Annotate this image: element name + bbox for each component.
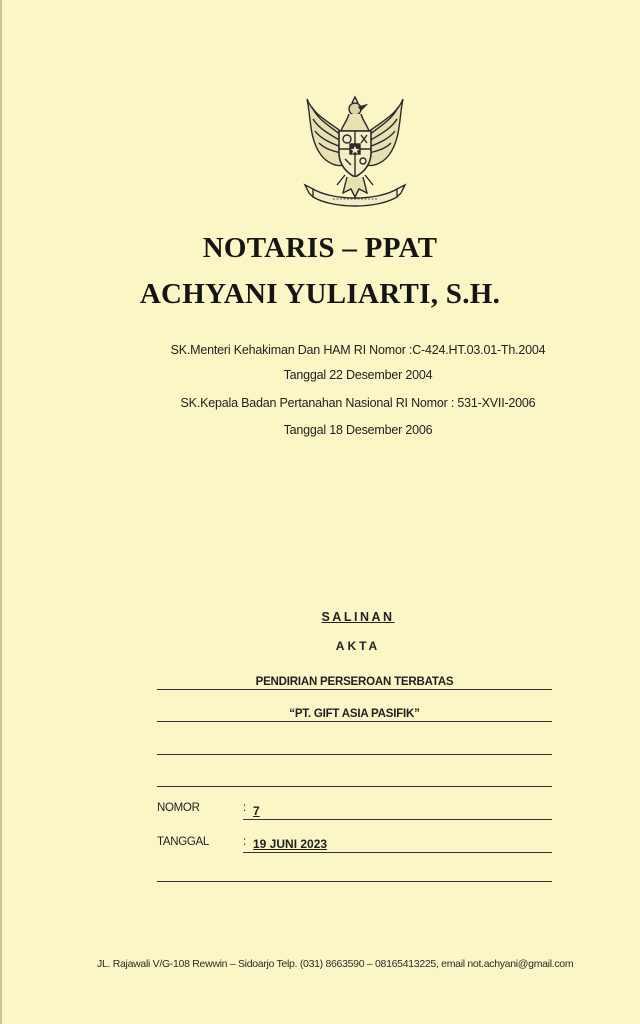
deed-type: PENDIRIAN PERSEROAN TERBATAS (255, 676, 454, 688)
tanggal-label: TANGGAL (157, 836, 210, 848)
copy-label: SALINAN (321, 610, 395, 624)
credential-line-4: Tanggal 18 Desember 2006 (283, 423, 433, 437)
company-name-line (157, 702, 552, 722)
page-edge (0, 0, 2, 1024)
footer-address: JL. Rajawali V/G-108 Rewwin – Sidoarjo Telp. (031) 8663590 – 08165413225, email not.achyani@gmail.com (97, 958, 574, 970)
blank-line-3 (157, 862, 552, 882)
credential-line-2: Tanggal 22 Desember 2004 (283, 368, 433, 382)
notary-title: NOTARIS – PPAT (202, 232, 438, 264)
blank-line-2 (157, 767, 552, 787)
nomor-colon: : (243, 802, 247, 814)
tanggal-colon: : (243, 836, 247, 848)
garuda-emblem-icon (303, 93, 407, 213)
company-name: “PT. GIFT ASIA PASIFIK” (289, 708, 420, 720)
deed-type-line (157, 670, 552, 690)
notary-name: ACHYANI YULIARTI, S.H. (139, 278, 501, 310)
blank-line-1 (157, 735, 552, 755)
nomor-field (243, 801, 552, 820)
deed-label: AKTA (335, 639, 381, 653)
tanggal-field (243, 834, 552, 853)
underline-rule (157, 786, 552, 787)
credential-line-1: SK.Menteri Kehakiman Dan HAM RI Nomor :C-424.HT.03.01-Th.2004 (170, 343, 546, 357)
underline-rule (157, 754, 552, 755)
credential-line-3: SK.Kepala Badan Pertanahan Nasional RI Nomor : 531-XVII-2006 (180, 396, 536, 410)
tanggal-value: 19 JUNI 2023 (253, 837, 328, 851)
nomor-label: NOMOR (157, 802, 200, 814)
underline-rule (157, 721, 552, 722)
nomor-value: 7 (253, 804, 260, 818)
underline-rule (157, 881, 552, 882)
underline-rule (157, 689, 552, 690)
